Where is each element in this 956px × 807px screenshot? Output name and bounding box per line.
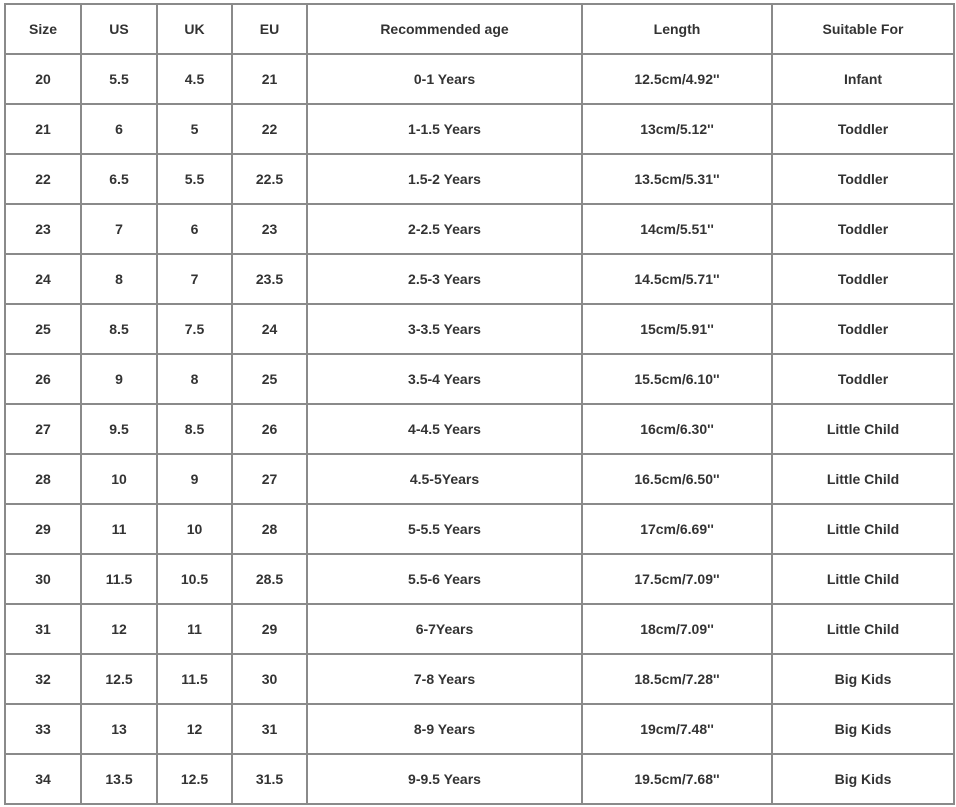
age-cell: 1-1.5 Years	[307, 104, 582, 154]
uk-cell: 6	[157, 204, 232, 254]
length-cell: 13.5cm/5.31''	[582, 154, 772, 204]
eu-cell: 22	[232, 104, 307, 154]
eu-cell: 27	[232, 454, 307, 504]
size-cell: 31	[5, 604, 81, 654]
uk-cell: 11.5	[157, 654, 232, 704]
suitable-for-cell: Toddler	[772, 104, 954, 154]
header-recommended-age: Recommended age	[307, 4, 582, 54]
table-row	[5, 554, 954, 604]
suitable-for-cell: Toddler	[772, 154, 954, 204]
suitable-for-cell: Little Child	[772, 454, 954, 504]
header-size: Size	[5, 4, 81, 54]
us-cell: 11.5	[81, 554, 157, 604]
age-cell: 4-4.5 Years	[307, 404, 582, 454]
length-cell: 16.5cm/6.50''	[582, 454, 772, 504]
age-cell: 3.5-4 Years	[307, 354, 582, 404]
length-cell: 19cm/7.48''	[582, 704, 772, 754]
eu-cell: 26	[232, 404, 307, 454]
uk-cell: 8	[157, 354, 232, 404]
age-cell: 8-9 Years	[307, 704, 582, 754]
header-suitable-for: Suitable For	[772, 4, 954, 54]
table-row	[5, 454, 954, 504]
uk-cell: 4.5	[157, 54, 232, 104]
uk-cell: 12	[157, 704, 232, 754]
suitable-for-cell: Big Kids	[772, 704, 954, 754]
length-cell: 15.5cm/6.10''	[582, 354, 772, 404]
suitable-for-cell: Toddler	[772, 304, 954, 354]
age-cell: 3-3.5 Years	[307, 304, 582, 354]
eu-cell: 23	[232, 204, 307, 254]
us-cell: 7	[81, 204, 157, 254]
uk-cell: 9	[157, 454, 232, 504]
suitable-for-cell: Toddler	[772, 354, 954, 404]
eu-cell: 29	[232, 604, 307, 654]
length-cell: 12.5cm/4.92''	[582, 54, 772, 104]
age-cell: 2-2.5 Years	[307, 204, 582, 254]
length-cell: 16cm/6.30''	[582, 404, 772, 454]
table-row	[5, 154, 954, 204]
uk-cell: 10.5	[157, 554, 232, 604]
uk-cell: 11	[157, 604, 232, 654]
age-cell: 7-8 Years	[307, 654, 582, 704]
us-cell: 5.5	[81, 54, 157, 104]
age-cell: 2.5-3 Years	[307, 254, 582, 304]
table-row	[5, 304, 954, 354]
age-cell: 6-7Years	[307, 604, 582, 654]
us-cell: 12	[81, 604, 157, 654]
length-cell: 19.5cm/7.68''	[582, 754, 772, 804]
uk-cell: 7.5	[157, 304, 232, 354]
size-chart-table	[4, 3, 955, 805]
eu-cell: 30	[232, 654, 307, 704]
table-row	[5, 654, 954, 704]
size-cell: 25	[5, 304, 81, 354]
us-cell: 9.5	[81, 404, 157, 454]
size-cell: 28	[5, 454, 81, 504]
us-cell: 6.5	[81, 154, 157, 204]
suitable-for-cell: Toddler	[772, 204, 954, 254]
us-cell: 10	[81, 454, 157, 504]
eu-cell: 25	[232, 354, 307, 404]
size-cell: 20	[5, 54, 81, 104]
header-uk: UK	[157, 4, 232, 54]
length-cell: 18cm/7.09''	[582, 604, 772, 654]
uk-cell: 5.5	[157, 154, 232, 204]
length-cell: 15cm/5.91''	[582, 304, 772, 354]
uk-cell: 8.5	[157, 404, 232, 454]
uk-cell: 10	[157, 504, 232, 554]
suitable-for-cell: Little Child	[772, 404, 954, 454]
table-header-row	[5, 4, 954, 54]
us-cell: 12.5	[81, 654, 157, 704]
table-row	[5, 504, 954, 554]
table-row	[5, 254, 954, 304]
size-cell: 27	[5, 404, 81, 454]
table-row	[5, 354, 954, 404]
suitable-for-cell: Big Kids	[772, 754, 954, 804]
eu-cell: 28.5	[232, 554, 307, 604]
eu-cell: 24	[232, 304, 307, 354]
table-row	[5, 704, 954, 754]
eu-cell: 31.5	[232, 754, 307, 804]
us-cell: 8.5	[81, 304, 157, 354]
length-cell: 14.5cm/5.71''	[582, 254, 772, 304]
length-cell: 17cm/6.69''	[582, 504, 772, 554]
us-cell: 13.5	[81, 754, 157, 804]
length-cell: 17.5cm/7.09''	[582, 554, 772, 604]
suitable-for-cell: Little Child	[772, 504, 954, 554]
header-length: Length	[582, 4, 772, 54]
length-cell: 18.5cm/7.28''	[582, 654, 772, 704]
eu-cell: 21	[232, 54, 307, 104]
eu-cell: 31	[232, 704, 307, 754]
table-row	[5, 754, 954, 804]
size-cell: 22	[5, 154, 81, 204]
table-row	[5, 604, 954, 654]
suitable-for-cell: Toddler	[772, 254, 954, 304]
us-cell: 8	[81, 254, 157, 304]
size-cell: 21	[5, 104, 81, 154]
length-cell: 14cm/5.51''	[582, 204, 772, 254]
eu-cell: 23.5	[232, 254, 307, 304]
uk-cell: 5	[157, 104, 232, 154]
table-row	[5, 404, 954, 454]
size-cell: 23	[5, 204, 81, 254]
size-cell: 24	[5, 254, 81, 304]
eu-cell: 22.5	[232, 154, 307, 204]
uk-cell: 7	[157, 254, 232, 304]
size-cell: 34	[5, 754, 81, 804]
age-cell: 5-5.5 Years	[307, 504, 582, 554]
length-cell: 13cm/5.12''	[582, 104, 772, 154]
table-row	[5, 204, 954, 254]
age-cell: 4.5-5Years	[307, 454, 582, 504]
eu-cell: 28	[232, 504, 307, 554]
age-cell: 9-9.5 Years	[307, 754, 582, 804]
size-cell: 26	[5, 354, 81, 404]
suitable-for-cell: Little Child	[772, 554, 954, 604]
uk-cell: 12.5	[157, 754, 232, 804]
table-row	[5, 54, 954, 104]
us-cell: 11	[81, 504, 157, 554]
suitable-for-cell: Little Child	[772, 604, 954, 654]
table-row	[5, 104, 954, 154]
size-cell: 29	[5, 504, 81, 554]
size-cell: 33	[5, 704, 81, 754]
size-cell: 32	[5, 654, 81, 704]
header-us: US	[81, 4, 157, 54]
header-eu: EU	[232, 4, 307, 54]
age-cell: 5.5-6 Years	[307, 554, 582, 604]
us-cell: 6	[81, 104, 157, 154]
table-body	[5, 54, 954, 804]
suitable-for-cell: Infant	[772, 54, 954, 104]
us-cell: 13	[81, 704, 157, 754]
suitable-for-cell: Big Kids	[772, 654, 954, 704]
size-cell: 30	[5, 554, 81, 604]
age-cell: 0-1 Years	[307, 54, 582, 104]
us-cell: 9	[81, 354, 157, 404]
age-cell: 1.5-2 Years	[307, 154, 582, 204]
